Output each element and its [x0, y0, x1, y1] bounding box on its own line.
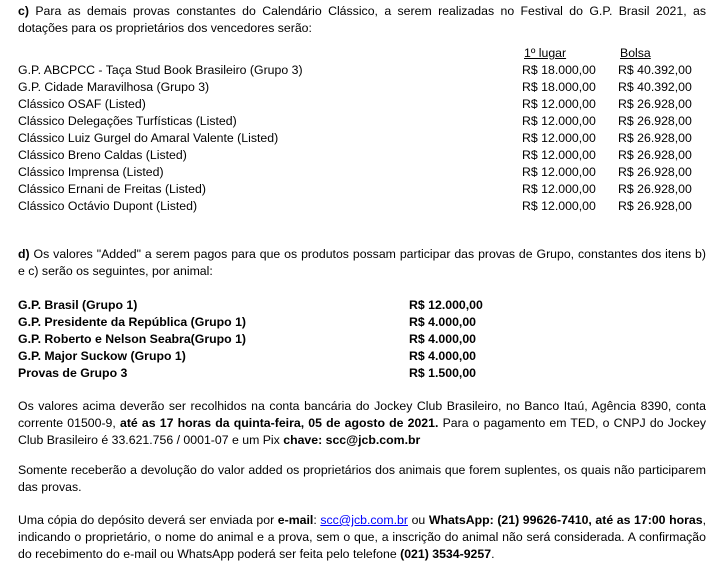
race-name: Clássico Imprensa (Listed): [18, 165, 164, 179]
race-name: Clássico Delegações Turfísticas (Listed): [18, 114, 237, 128]
deposit-paragraph: [18, 398, 706, 449]
table-row: [18, 79, 708, 96]
table-row: [18, 181, 708, 198]
bolsa-value: R$ 26.928,00: [618, 182, 692, 196]
race-name: G.P. Brasil (Grupo 1): [18, 298, 138, 312]
bolsa-value: R$ 26.928,00: [618, 165, 692, 179]
race-name: G.P. ABCPCC - Taça Stud Book Brasileiro (Grupo 3): [18, 63, 303, 77]
race-name: Clássico Ernani de Freitas (Listed): [18, 182, 206, 196]
section-c-label: c): [18, 4, 29, 18]
bolsa-value: R$ 26.928,00: [618, 199, 692, 213]
copy-text-2: :: [313, 513, 321, 527]
race-name: G.P. Roberto e Nelson Seabra(Grupo 1): [18, 332, 246, 346]
race-name: Provas de Grupo 3: [18, 366, 128, 380]
copy-paragraph: [18, 512, 706, 563]
first-place-value: R$ 18.000,00: [522, 80, 596, 94]
refund-paragraph: Somente receberão a devolução do valor added os proprietários dos animais que forem suplentes, os quais não participarem das provas.: [18, 463, 706, 494]
deposit-text-1: Os valores acima deverão ser recolhidos na conta bancária do Jockey Club Brasileiro, no Banco Itaú, Agência 8390, conta corrente 01500-9,: [18, 399, 706, 430]
col-first-place-header: 1º lugar: [524, 46, 567, 60]
col-bolsa-header: Bolsa: [620, 46, 651, 60]
table-row: [18, 365, 518, 382]
added-value: R$ 4.000,00: [409, 315, 477, 329]
first-place-value: R$ 12.000,00: [522, 131, 596, 145]
copy-text-3: ou: [407, 513, 429, 527]
race-name: G.P. Presidente da República (Grupo 1): [18, 315, 247, 329]
added-value: R$ 1.500,00: [409, 366, 477, 380]
race-name: Clássico Breno Caldas (Listed): [18, 148, 187, 162]
pix-key: chave: scc@jcb.com.br: [283, 433, 421, 447]
deposit-text-2: Para o pagamento em TED, o CNPJ do Jockey Club Brasileiro é 33.621.756 / 0001-07 e um Pix: [18, 416, 706, 447]
race-name: G.P. Major Suckow (Grupo 1): [18, 349, 186, 363]
added-value: R$ 12.000,00: [409, 298, 483, 312]
table-c-header: [18, 45, 708, 62]
table-row: [18, 113, 708, 130]
table-row: [18, 62, 708, 79]
added-value: R$ 4.000,00: [409, 332, 477, 346]
table-row: [18, 198, 708, 215]
section-c-text: Para as demais provas constantes do Calendário Clássico, a serem realizadas no Festival do G.P. Brasil 2021, as dotações para os proprietários dos vencedores serão:: [18, 4, 706, 35]
race-name: G.P. Cidade Maravilhosa (Grupo 3): [18, 80, 210, 94]
bolsa-value: R$ 26.928,00: [618, 148, 692, 162]
copy-text-5: .: [491, 547, 495, 561]
table-row: [18, 297, 518, 314]
copy-text-4: , indicando o proprietário, o nome do animal e a prova, sem o que, a inscrição do animal não será considerada. A confirmação do recebimento do e-mail ou WhatsApp poderá ser feita pelo telefone: [18, 513, 706, 561]
first-place-value: R$ 12.000,00: [522, 97, 596, 111]
section-d-text: Os valores "Added" a serem pagos para que os produtos possam participar das provas de Grupo, constantes dos itens b) e c) serão os seguintes, por animal:: [18, 247, 706, 278]
table-row: [18, 331, 518, 348]
section-d-label: d): [18, 247, 30, 261]
whatsapp-info: WhatsApp: (21) 99626-7410, até as 17:00 horas: [428, 513, 703, 527]
bolsa-value: R$ 26.928,00: [618, 114, 692, 128]
deposit-deadline: até as 17 horas da quinta-feira, 05 de agosto de 2021.: [119, 416, 439, 430]
table-row: [18, 147, 708, 164]
bolsa-value: R$ 26.928,00: [618, 97, 692, 111]
email-link[interactable]: scc@jcb.com.br: [320, 513, 408, 527]
bolsa-value: R$ 40.392,00: [618, 80, 692, 94]
section-d-intro: [18, 246, 706, 280]
email-label: e-mail: [277, 513, 314, 527]
phone-number: (021) 3534-9257: [400, 547, 492, 561]
table-row: [18, 164, 708, 181]
section-c-intro: [18, 3, 706, 37]
table-row: [18, 130, 708, 147]
first-place-value: R$ 12.000,00: [522, 199, 596, 213]
table-row: [18, 96, 708, 113]
first-place-value: R$ 12.000,00: [522, 114, 596, 128]
first-place-value: R$ 12.000,00: [522, 182, 596, 196]
added-value: R$ 4.000,00: [409, 349, 477, 363]
first-place-value: R$ 12.000,00: [522, 148, 596, 162]
bolsa-value: R$ 26.928,00: [618, 131, 692, 145]
table-row: [18, 314, 518, 331]
race-name: Clássico OSAF (Listed): [18, 97, 146, 111]
race-name: Clássico Octávio Dupont (Listed): [18, 199, 198, 213]
bolsa-value: R$ 40.392,00: [618, 63, 692, 77]
copy-text-1: Uma cópia do depósito deverá ser enviada por: [18, 513, 278, 527]
table-row: [18, 348, 518, 365]
race-name: Clássico Luiz Gurgel do Amaral Valente (Listed): [18, 131, 279, 145]
first-place-value: R$ 18.000,00: [522, 63, 596, 77]
first-place-value: R$ 12.000,00: [522, 165, 596, 179]
